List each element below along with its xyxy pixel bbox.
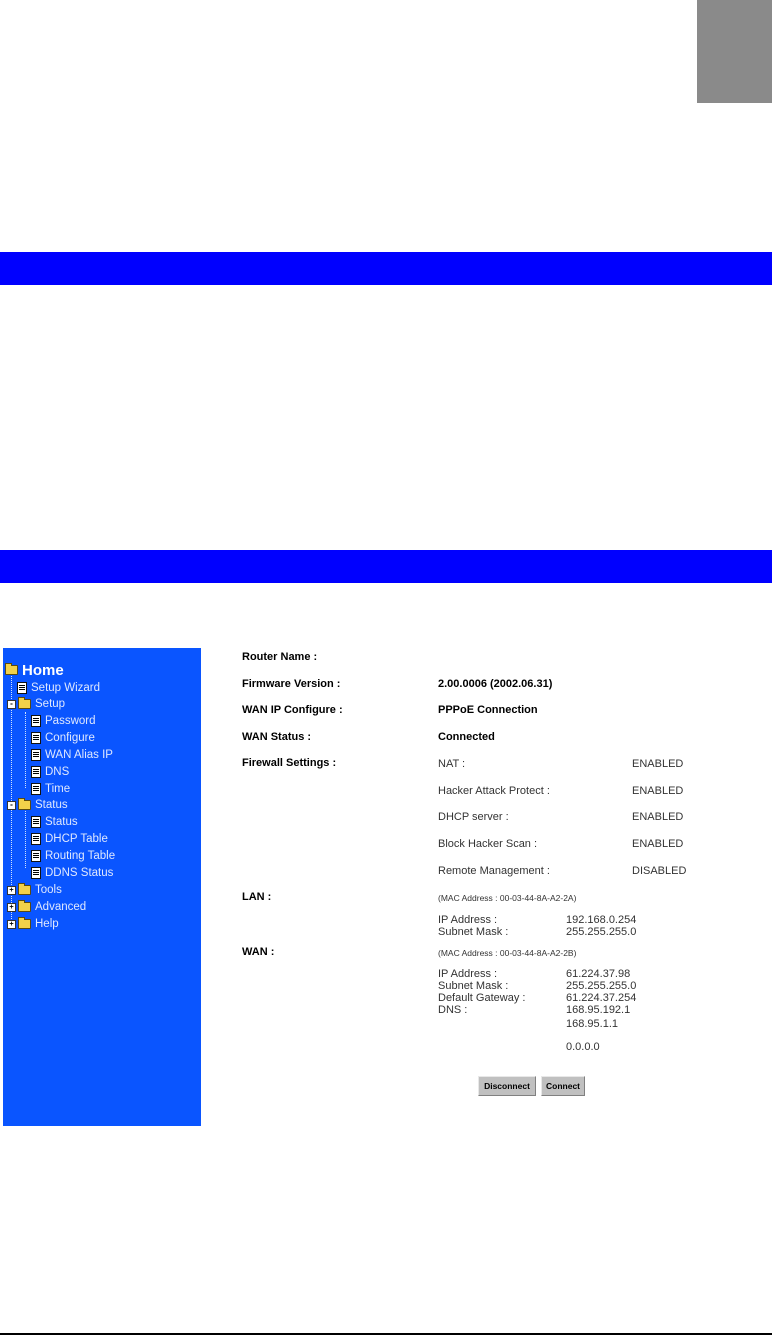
firewall-hacker-attack-label: Hacker Attack Protect :	[438, 785, 550, 797]
wan-dns-tertiary: 0.0.0.0	[566, 1041, 600, 1053]
page-icon	[31, 833, 41, 845]
sidebar-item-advanced[interactable]: + Advanced	[7, 899, 86, 915]
wan-gateway-label: Default Gateway :	[438, 992, 526, 1004]
footer-rule	[0, 1333, 772, 1335]
wan-ip-configure-value: PPPoE Connection	[438, 704, 538, 716]
lan-mask-value: 255.255.255.0	[566, 926, 637, 938]
page-icon	[31, 850, 41, 862]
sidebar-item-help[interactable]: + Help	[7, 916, 59, 932]
lan-label: LAN :	[242, 891, 272, 903]
firewall-nat-value: ENABLED	[632, 758, 684, 770]
firewall-dhcp-label: DHCP server :	[438, 811, 509, 823]
folder-closed-icon	[18, 919, 31, 929]
folder-open-icon	[18, 800, 31, 810]
sidebar-item-setup[interactable]: - Setup	[7, 696, 65, 712]
section-heading-bar	[0, 550, 772, 583]
firewall-block-scan-value: ENABLED	[632, 838, 684, 850]
folder-closed-icon	[18, 902, 31, 912]
folder-open-icon	[18, 699, 31, 709]
page-icon	[31, 715, 41, 727]
sidebar-item-status[interactable]: Status	[31, 814, 78, 830]
wan-gateway-value: 61.224.37.254	[566, 992, 637, 1004]
wan-ip-configure-label: WAN IP Configure :	[242, 704, 343, 716]
sidebar-menu	[3, 648, 201, 1126]
firewall-remote-mgmt-value: DISABLED	[632, 865, 687, 877]
sidebar-item-time[interactable]: Time	[31, 781, 70, 797]
chapter-tab-marker	[697, 0, 772, 103]
lan-ip-label: IP Address :	[438, 914, 498, 926]
firewall-block-scan-label: Block Hacker Scan :	[438, 838, 538, 850]
wan-dns-label: DNS :	[438, 1004, 468, 1016]
expand-icon[interactable]: +	[7, 886, 16, 895]
page-icon	[17, 682, 27, 694]
firewall-remote-mgmt-label: Remote Management :	[438, 865, 550, 877]
firewall-nat-label: NAT :	[438, 758, 466, 770]
sidebar-item-routing-table[interactable]: Routing Table	[31, 848, 115, 864]
firewall-settings-label: Firewall Settings :	[242, 757, 337, 769]
wan-dns-primary: 168.95.192.1	[566, 1004, 631, 1016]
expand-icon[interactable]: +	[7, 903, 16, 912]
lan-ip-value: 192.168.0.254	[566, 914, 637, 926]
wan-label: WAN :	[242, 946, 275, 958]
sidebar-item-password[interactable]: Password	[31, 713, 96, 729]
page-icon	[31, 867, 41, 879]
wan-status-label: WAN Status :	[242, 731, 312, 743]
tree-line	[25, 712, 26, 788]
disconnect-button[interactable]: Disconnect	[478, 1076, 536, 1096]
wan-ip-value: 61.224.37.98	[566, 968, 631, 980]
sidebar-item-wan-alias-ip[interactable]: WAN Alias IP	[31, 747, 113, 763]
page-icon	[31, 749, 41, 761]
page-icon	[31, 732, 41, 744]
router-name-label: Router Name :	[242, 651, 318, 663]
folder-open-icon	[5, 665, 18, 675]
sidebar-item-home[interactable]: Home	[5, 662, 64, 678]
wan-mask-value: 255.255.255.0	[566, 980, 637, 992]
firewall-hacker-attack-value: ENABLED	[632, 785, 684, 797]
firmware-version-label: Firmware Version :	[242, 678, 341, 690]
collapse-icon[interactable]: -	[7, 700, 16, 709]
page-icon	[31, 816, 41, 828]
lan-mask-label: Subnet Mask :	[438, 926, 509, 938]
sidebar-item-dns[interactable]: DNS	[31, 764, 69, 780]
wan-ip-label: IP Address :	[438, 968, 498, 980]
wan-status-value: Connected	[438, 731, 495, 743]
wan-mac-address: (MAC Address : 00-03-44-8A-A2-2B)	[438, 948, 577, 958]
collapse-icon[interactable]: -	[7, 801, 16, 810]
section-heading-bar	[0, 252, 772, 285]
expand-icon[interactable]: +	[7, 920, 16, 929]
page-icon	[31, 766, 41, 778]
page-icon	[31, 783, 41, 795]
connect-button[interactable]: Connect	[541, 1076, 585, 1096]
sidebar-item-setup-wizard[interactable]: Setup Wizard	[17, 680, 100, 696]
wan-mask-label: Subnet Mask :	[438, 980, 509, 992]
lan-mac-address: (MAC Address : 00-03-44-8A-A2-2A)	[438, 893, 577, 903]
wan-dns-secondary: 168.95.1.1	[566, 1018, 618, 1030]
firmware-version-value: 2.00.0006 (2002.06.31)	[438, 678, 553, 690]
firewall-dhcp-value: ENABLED	[632, 811, 684, 823]
folder-closed-icon	[18, 885, 31, 895]
sidebar-item-status-group[interactable]: - Status	[7, 797, 68, 813]
sidebar-item-tools[interactable]: + Tools	[7, 882, 62, 898]
sidebar-item-configure[interactable]: Configure	[31, 730, 95, 746]
sidebar-item-dhcp-table[interactable]: DHCP Table	[31, 831, 108, 847]
tree-line	[25, 808, 26, 868]
sidebar-item-ddns-status[interactable]: DDNS Status	[31, 865, 113, 881]
